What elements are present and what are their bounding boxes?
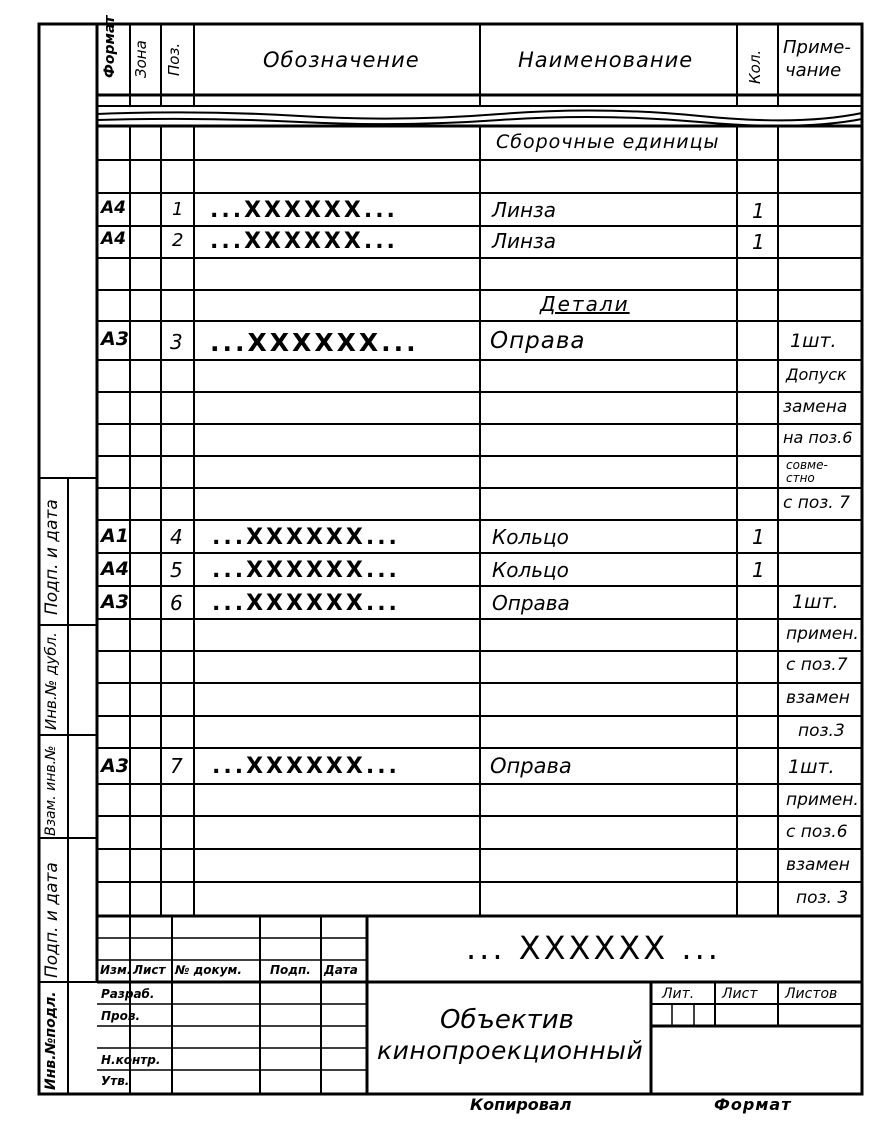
section-assembly-units: Сборочные единицы <box>496 131 720 153</box>
footer-format: Формат <box>714 1095 792 1114</box>
row-note: 1шт. <box>790 330 837 352</box>
row-prov: Пров. <box>101 1009 141 1023</box>
header-name: Наименование <box>518 48 694 72</box>
col-doc-no: № докум. <box>175 963 242 977</box>
col-list: Лист <box>133 963 166 977</box>
side-sign-date-2: Подп. и дата <box>42 862 62 978</box>
footer-copied: Копировал <box>470 1095 572 1114</box>
note-line: с поз.7 <box>786 655 848 675</box>
header-pos: Поз. <box>165 42 183 76</box>
header-designation: Обозначение <box>263 48 420 72</box>
row-name: Кольцо <box>492 525 569 549</box>
row-razrab: Разраб. <box>101 987 155 1001</box>
header-zone: Зона <box>132 40 150 78</box>
row-format: А4 <box>101 229 126 249</box>
sheet-label: Лист <box>722 986 758 1002</box>
row-pos: 6 <box>170 591 183 615</box>
row-pos: 7 <box>170 754 183 778</box>
row-designation: ...XXXXXX... <box>212 754 400 779</box>
row-nkontr: Н.контр. <box>101 1053 161 1067</box>
row-designation: ...XXXXXX... <box>210 229 398 254</box>
row-qty: 1 <box>752 199 765 223</box>
row-designation: ...XXXXXX... <box>212 525 400 550</box>
row-pos: 5 <box>170 558 183 582</box>
note-line: Допуск <box>786 365 847 384</box>
row-format: А1 <box>101 525 129 547</box>
note-line: с поз. 7 <box>783 493 850 513</box>
row-format: А3 <box>101 755 129 777</box>
header-qty: Кол. <box>746 49 764 84</box>
product-name-line2: кинопроекционный <box>377 1036 644 1065</box>
row-format: А4 <box>101 558 129 580</box>
header-note-line2: чание <box>785 60 842 81</box>
side-inv-podl: Инв.№подл. <box>43 991 59 1090</box>
header-note-line1: Приме- <box>783 37 851 58</box>
header-format: Формат <box>102 15 118 78</box>
row-designation: ...XXXXXX... <box>210 328 419 357</box>
section-details: Детали <box>540 292 630 316</box>
row-name: Кольцо <box>492 558 569 582</box>
col-date: Дата <box>324 963 358 977</box>
row-qty: 1 <box>752 558 765 582</box>
sheets-label: Листов <box>785 986 838 1002</box>
note-line: на поз.6 <box>783 428 853 447</box>
row-pos: 2 <box>172 230 184 251</box>
row-format: А3 <box>101 591 129 613</box>
row-designation: ...XXXXXX... <box>212 591 400 616</box>
row-pos: 3 <box>170 330 183 354</box>
doc-designation: ... XXXXXX ... <box>466 929 721 967</box>
note-line: примен. <box>786 624 859 644</box>
col-izm: Изм. <box>100 963 132 977</box>
note-line: совме- <box>786 458 828 472</box>
row-format: А4 <box>101 198 126 218</box>
product-name-line1: Объектив <box>440 1005 574 1035</box>
row-qty: 1 <box>752 230 765 254</box>
row-note: 1шт. <box>792 591 839 613</box>
side-inv-dubl: Инв.№ дубл. <box>42 632 60 730</box>
note-line: поз.3 <box>798 721 845 741</box>
row-name: Линза <box>492 229 557 253</box>
note-line: поз. 3 <box>796 888 849 908</box>
lit-label: Лит. <box>662 986 695 1002</box>
row-name: Оправа <box>490 328 586 354</box>
row-name: Линза <box>492 198 557 222</box>
note-line: стно <box>786 471 815 485</box>
note-line: примен. <box>786 790 859 810</box>
note-line: замена <box>783 397 848 417</box>
side-vzam-inv: Взам. инв.№ <box>43 745 59 836</box>
row-designation: ...XXXXXX... <box>212 558 400 583</box>
row-qty: 1 <box>752 525 765 549</box>
row-note: 1шт. <box>788 756 835 778</box>
row-utv: Утв. <box>101 1074 130 1088</box>
row-pos: 4 <box>170 525 183 549</box>
col-sign: Подп. <box>270 963 311 977</box>
side-sign-date-1: Подп. и дата <box>42 499 62 615</box>
row-name: Оправа <box>492 591 570 615</box>
note-line: взамен <box>786 855 850 875</box>
note-line: с поз.6 <box>786 822 848 842</box>
row-designation: ...XXXXXX... <box>210 198 398 223</box>
row-name: Оправа <box>490 754 572 778</box>
row-pos: 1 <box>172 199 184 220</box>
row-format: А3 <box>101 328 129 350</box>
note-line: взамен <box>786 688 850 708</box>
